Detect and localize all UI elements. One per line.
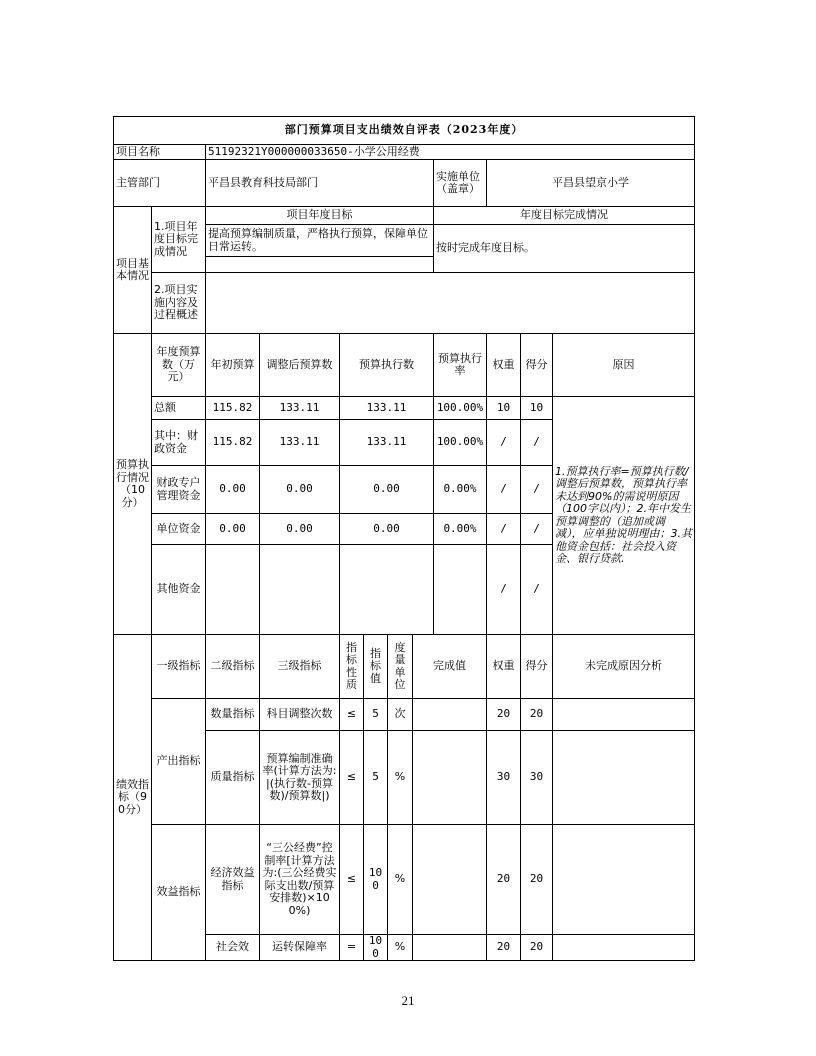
perf-row-level2: 数量指标 xyxy=(206,699,260,731)
perf-nature-header: 指标性质 xyxy=(340,635,364,699)
page-title: 部门预算项目支出绩效自评表（2023年度） xyxy=(114,117,695,145)
budget-row-executed xyxy=(340,545,434,635)
perf-row-value: 100 xyxy=(364,825,388,935)
goal-header: 项目年度目标 xyxy=(206,207,434,225)
budget-row-initial: 115.82 xyxy=(206,397,260,420)
budget-row-executed: 0.00 xyxy=(340,466,434,514)
perf-row-level3: 运转保障率 xyxy=(260,935,340,961)
budget-row-weight: / xyxy=(487,466,521,514)
impl-label: 实施单位（盖章） xyxy=(434,160,487,207)
budget-row-name: 其中：财政资金 xyxy=(152,420,206,466)
budget-row-executed: 0.00 xyxy=(340,514,434,545)
budget-row-score: / xyxy=(521,420,553,466)
perf-row-nature: ≤ xyxy=(340,731,364,825)
budget-weight-header: 权重 xyxy=(487,334,521,397)
budget-row-score: / xyxy=(521,466,553,514)
budget-reason-note: 1.预算执行率=预算执行数/调整后预算数，预算执行率未达到90%的需说明原因（100字以内）；2.年中发生预算调整的（追加或调减），应单独说明理由；3.其他资金包括：社会投入资金、银行贷款. xyxy=(553,397,695,635)
budget-row-rate: 100.00% xyxy=(434,420,487,466)
impl-value: 平昌县望京小学 xyxy=(487,160,695,207)
budget-row-adjusted: 133.11 xyxy=(260,420,340,466)
project-name-value: 51192321Y000000033650-小学公用经费 xyxy=(206,145,695,160)
benefit-indicator-label: 效益指标 xyxy=(152,825,206,961)
perf-row-score: 20 xyxy=(521,699,553,731)
budget-row-initial: 0.00 xyxy=(206,514,260,545)
budget-rate-header: 预算执行率 xyxy=(434,334,487,397)
budget-row-initial: 115.82 xyxy=(206,420,260,466)
budget-label: 预算执行情况（10分） xyxy=(114,334,152,635)
perf-row-actual xyxy=(413,935,487,961)
budget-row-executed: 133.11 xyxy=(340,420,434,466)
perf-row-reason xyxy=(553,731,695,825)
budget-row-initial xyxy=(206,545,260,635)
budget-row-rate xyxy=(434,545,487,635)
perf-row-unit: % xyxy=(388,825,413,935)
perf-row-value: 5 xyxy=(364,699,388,731)
perf-level3-header: 三级指标 xyxy=(260,635,340,699)
budget-row-initial: 0.00 xyxy=(206,466,260,514)
budget-executed-header: 预算执行数 xyxy=(340,334,434,397)
budget-year-header: 年度预算数（万元） xyxy=(152,334,206,397)
perf-row-nature: ≤ xyxy=(340,825,364,935)
done-header: 年度目标完成情况 xyxy=(434,207,695,225)
perf-row-level2: 经济效益指标 xyxy=(206,825,260,935)
perf-actual-header: 完成值 xyxy=(413,635,487,699)
perf-row-nature: ≤ xyxy=(340,699,364,731)
budget-row-adjusted: 133.11 xyxy=(260,397,340,420)
perf-row-weight: 20 xyxy=(487,699,521,731)
budget-row-name: 单位资金 xyxy=(152,514,206,545)
output-indicator-label: 产出指标 xyxy=(152,699,206,825)
dept-value: 平昌县教育科技局部门 xyxy=(206,160,434,207)
perf-level1-header: 一级指标 xyxy=(152,635,206,699)
perf-row-value: 100 xyxy=(364,935,388,961)
perf-label: 绩效指标（90分） xyxy=(114,635,152,961)
perf-weight-header: 权重 xyxy=(487,635,521,699)
perf-row-reason xyxy=(553,825,695,935)
perf-row-level2: 社会效 xyxy=(206,935,260,961)
item1-label: 1.项目年度目标完成情况 xyxy=(152,207,206,273)
goal-text: 提高预算编制质量，严格执行预算，保障单位日常运转。 xyxy=(206,225,434,257)
perf-row-value: 5 xyxy=(364,731,388,825)
budget-row-weight: / xyxy=(487,545,521,635)
budget-score-header: 得分 xyxy=(521,334,553,397)
budget-row-name: 总额 xyxy=(152,397,206,420)
goal-blank xyxy=(206,257,434,273)
budget-row-adjusted xyxy=(260,545,340,635)
perf-row-actual xyxy=(413,699,487,731)
basic-info-label: 项目基本情况 xyxy=(114,207,152,334)
budget-row-weight: / xyxy=(487,514,521,545)
perf-row-unit: % xyxy=(388,935,413,961)
perf-level2-header: 二级指标 xyxy=(206,635,260,699)
perf-value-header: 指标值 xyxy=(364,635,388,699)
budget-row-rate: 0.00% xyxy=(434,466,487,514)
perf-row-reason xyxy=(553,935,695,961)
budget-row-score: / xyxy=(521,514,553,545)
dept-label: 主管部门 xyxy=(114,160,206,207)
budget-row-name: 财政专户管理资金 xyxy=(152,466,206,514)
perf-row-unit: 次 xyxy=(388,699,413,731)
budget-reason-header: 原因 xyxy=(553,334,695,397)
budget-row-score: 10 xyxy=(521,397,553,420)
perf-row-weight: 20 xyxy=(487,935,521,961)
perf-row-reason xyxy=(553,699,695,731)
perf-row-weight: 30 xyxy=(487,731,521,825)
perf-row-level2: 质量指标 xyxy=(206,731,260,825)
budget-row-name: 其他资金 xyxy=(152,545,206,635)
budget-initial-header: 年初预算 xyxy=(206,334,260,397)
budget-row-rate: 100.00% xyxy=(434,397,487,420)
perf-reason-header: 未完成原因分析 xyxy=(553,635,695,699)
perf-row-weight: 20 xyxy=(487,825,521,935)
perf-row-actual xyxy=(413,731,487,825)
budget-row-adjusted: 0.00 xyxy=(260,514,340,545)
perf-row-actual xyxy=(413,825,487,935)
perf-unit-header: 度量单位 xyxy=(388,635,413,699)
perf-row-score: 20 xyxy=(521,935,553,961)
perf-row-nature: = xyxy=(340,935,364,961)
item2-label: 2.项目实施内容及过程概述 xyxy=(152,273,206,334)
perf-score-header: 得分 xyxy=(521,635,553,699)
budget-row-executed: 133.11 xyxy=(340,397,434,420)
perf-row-level3: “三公经费”控制率[计算方法为:(三公经费实际支出数/预算安排数)×100%) xyxy=(260,825,340,935)
perf-row-level3: 预算编制准确率(计算方法为:|(执行数-预算数)/预算数|) xyxy=(260,731,340,825)
budget-row-weight: 10 xyxy=(487,397,521,420)
page-number: 21 xyxy=(401,993,415,1008)
perf-row-score: 30 xyxy=(521,731,553,825)
perf-row-level3: 科目调整次数 xyxy=(260,699,340,731)
project-name-label: 项目名称 xyxy=(114,145,206,160)
perf-row-unit: % xyxy=(388,731,413,825)
done-text: 按时完成年度目标。 xyxy=(434,225,695,273)
budget-row-weight: / xyxy=(487,420,521,466)
budget-row-adjusted: 0.00 xyxy=(260,466,340,514)
budget-adjusted-header: 调整后预算数 xyxy=(260,334,340,397)
performance-evaluation-table xyxy=(113,116,695,961)
budget-row-rate: 0.00% xyxy=(434,514,487,545)
item2-text xyxy=(206,273,695,334)
budget-row-score: / xyxy=(521,545,553,635)
perf-row-score: 20 xyxy=(521,825,553,935)
